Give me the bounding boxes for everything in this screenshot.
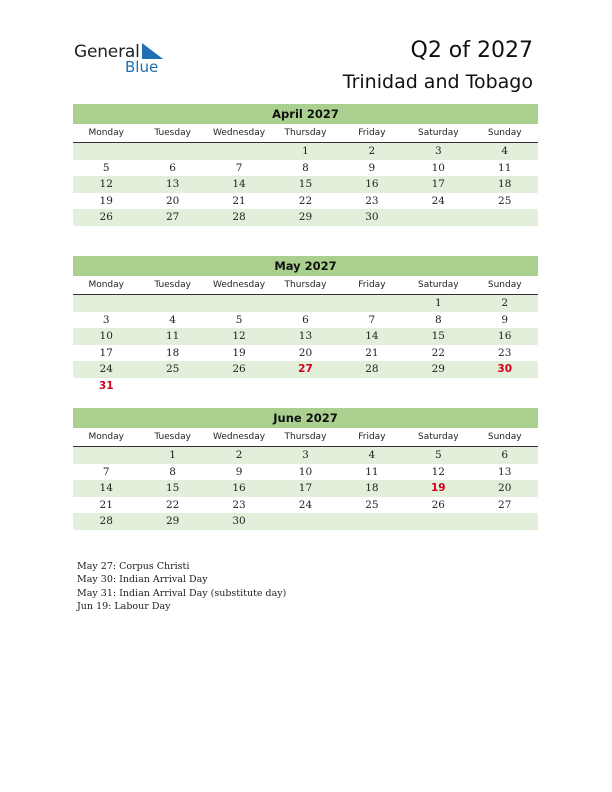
week-row [73,143,538,160]
weekday-label: Saturday [418,128,459,138]
day-cell: 25 [365,498,379,511]
day-cell: 6 [501,449,509,461]
day-cell: 10 [298,465,313,478]
day-cell: 6 [302,313,309,326]
day-cell: 21 [365,346,379,359]
day-cell: 9 [368,161,376,174]
day-cell: 6 [169,161,176,174]
empty-day-cell [472,513,538,530]
day-cell: 29 [165,515,180,527]
day-cell: 27 [165,211,180,223]
weekday-label: Monday [88,128,124,138]
day-cell: 22 [431,346,445,359]
day-cell: 13 [498,465,512,478]
day-cell: 29 [431,363,445,375]
day-cell: 16 [232,482,246,494]
day-cell: 14 [232,178,246,190]
day-cell: 5 [235,313,243,326]
week-row [73,193,538,210]
weekday-label: Wednesday [213,128,266,138]
empty-day-cell [139,143,205,160]
month-header: June 2027 [73,408,538,428]
empty-day-cell [339,513,405,530]
day-cell: 20 [498,482,512,494]
day-cell: 4 [169,313,176,326]
day-cell: 17 [99,346,113,359]
day-cell: 12 [99,178,113,190]
day-cell: 30 [365,211,379,223]
weekday-label: Saturday [418,432,459,442]
empty-day-cell [405,209,471,226]
week-row [73,447,538,464]
weekday-header-row [73,278,538,295]
day-cell: 18 [365,482,379,494]
weekday-label: Thursday [284,432,327,442]
month-header: April 2027 [73,104,538,124]
day-cell: 22 [165,498,180,511]
day-cell: 4 [501,145,509,157]
holiday-note: May 27: Corpus Christi [77,561,190,572]
day-cell: 9 [235,465,243,478]
weekday-label: Tuesday [154,432,191,442]
day-cell: 7 [235,161,243,174]
day-cell: 18 [498,178,512,190]
day-cell: 1 [434,297,442,309]
weekday-label: Monday [88,280,124,290]
day-cell: 15 [165,482,180,494]
week-row [73,378,538,395]
day-cell: 27 [498,498,512,511]
week-row [73,312,538,329]
week-row [73,295,538,312]
day-cell: 8 [434,313,442,326]
empty-day-cell [272,295,338,312]
empty-day-cell [339,295,405,312]
empty-day-cell [472,378,538,395]
day-cell: 20 [165,194,180,207]
day-cell: 24 [431,194,445,207]
weekday-label: Thursday [284,128,327,138]
empty-day-cell [405,378,471,395]
day-cell: 24 [298,498,313,511]
day-cell: 3 [434,145,442,157]
day-cell: 7 [368,313,376,326]
weekday-label: Monday [88,432,124,442]
day-cell: 22 [298,194,313,207]
day-cell: 10 [431,161,445,174]
month-calendar-april [73,104,538,226]
week-row [73,160,538,177]
weekday-label: Sunday [487,128,522,138]
week-row [73,209,538,226]
day-cell: 19 [431,482,446,494]
day-cell: 2 [501,297,509,309]
empty-day-cell [73,143,139,160]
holiday-notes [77,560,286,613]
week-row [73,328,538,345]
empty-day-cell [73,447,139,464]
day-cell: 2 [235,449,243,461]
weekday-header-row [73,430,538,447]
month-calendar-may [73,256,538,394]
day-cell: 15 [298,178,313,190]
day-cell: 20 [298,346,313,359]
day-cell: 14 [365,330,379,342]
weeks-container [73,143,538,226]
day-cell: 25 [165,363,180,375]
day-cell: 18 [165,346,180,359]
logo-blue-text: Blue [125,58,159,76]
day-cell: 30 [232,515,246,527]
page-title: Q2 of 2027 [410,38,533,63]
day-cell: 4 [368,449,376,461]
empty-day-cell [272,513,338,530]
day-cell: 11 [365,465,379,478]
day-cell: 26 [232,363,246,375]
day-cell: 17 [298,482,313,494]
day-cell: 19 [99,194,113,207]
day-cell: 1 [302,145,309,157]
weekday-label: Saturday [418,280,459,290]
day-cell: 11 [165,330,180,342]
week-row [73,361,538,378]
empty-day-cell [405,513,471,530]
day-cell: 21 [99,498,113,511]
weekday-label: Friday [358,128,386,138]
holiday-note: Jun 19: Labour Day [77,600,171,612]
weekday-label: Sunday [487,280,522,290]
day-cell: 16 [498,330,512,342]
day-cell: 10 [99,330,113,342]
day-cell: 23 [498,346,512,359]
day-cell: 30 [497,363,513,375]
week-row [73,464,538,481]
day-cell: 5 [102,161,110,174]
day-cell: 13 [165,178,180,190]
day-cell: 12 [431,465,445,478]
day-cell: 17 [431,178,445,190]
week-row [73,513,538,530]
day-cell: 7 [102,465,110,478]
day-cell: 15 [431,330,445,342]
day-cell: 11 [498,161,512,174]
day-cell: 1 [169,449,176,461]
logo-triangle-icon [142,43,164,59]
day-cell: 24 [99,363,113,375]
day-cell: 29 [298,211,313,223]
day-cell: 9 [501,313,509,326]
week-row [73,176,538,193]
day-cell: 26 [431,498,445,511]
weekday-label: Thursday [284,280,327,290]
logo-general-text: General [74,42,140,62]
page-subtitle: Trinidad and Tobago [342,71,533,93]
day-cell: 27 [298,363,313,375]
month-header: May 2027 [73,256,538,276]
empty-day-cell [339,378,405,395]
day-cell: 13 [298,330,313,342]
weekday-label: Tuesday [154,128,191,138]
week-row [73,345,538,362]
day-cell: 25 [498,194,512,207]
weekday-header-row [73,126,538,143]
empty-day-cell [206,143,272,160]
weeks-container [73,295,538,394]
weekday-label: Tuesday [154,280,191,290]
empty-day-cell [139,295,205,312]
day-cell: 8 [302,161,309,174]
day-cell: 23 [365,194,379,207]
empty-day-cell [73,295,139,312]
day-cell: 26 [99,211,113,223]
day-cell: 12 [232,330,246,342]
week-row [73,480,538,497]
holiday-note: May 30: Indian Arrival Day [77,574,208,586]
day-cell: 3 [302,449,309,461]
day-cell: 5 [434,449,442,461]
empty-day-cell [206,378,272,395]
week-row [73,497,538,514]
empty-day-cell [139,378,205,395]
holiday-note: May 31: Indian Arrival Day (substitute day) [77,587,287,599]
day-cell: 28 [232,211,246,223]
day-cell: 8 [169,465,176,478]
day-cell: 14 [99,482,113,494]
weekday-label: Friday [358,432,386,442]
empty-day-cell [206,295,272,312]
empty-day-cell [472,209,538,226]
weekday-label: Wednesday [213,280,266,290]
weekday-label: Friday [358,280,386,290]
day-cell: 31 [98,379,114,392]
day-cell: 28 [365,363,379,375]
day-cell: 16 [365,178,379,190]
empty-day-cell [272,378,338,395]
weeks-container [73,447,538,530]
logo [74,42,174,78]
weekday-label: Wednesday [213,432,266,442]
day-cell: 2 [368,145,376,157]
day-cell: 23 [232,498,246,511]
day-cell: 28 [99,515,113,527]
weekday-label: Sunday [487,432,522,442]
day-cell: 21 [232,194,246,207]
month-calendar-june [73,408,538,530]
day-cell: 19 [232,346,246,359]
day-cell: 3 [102,313,110,326]
